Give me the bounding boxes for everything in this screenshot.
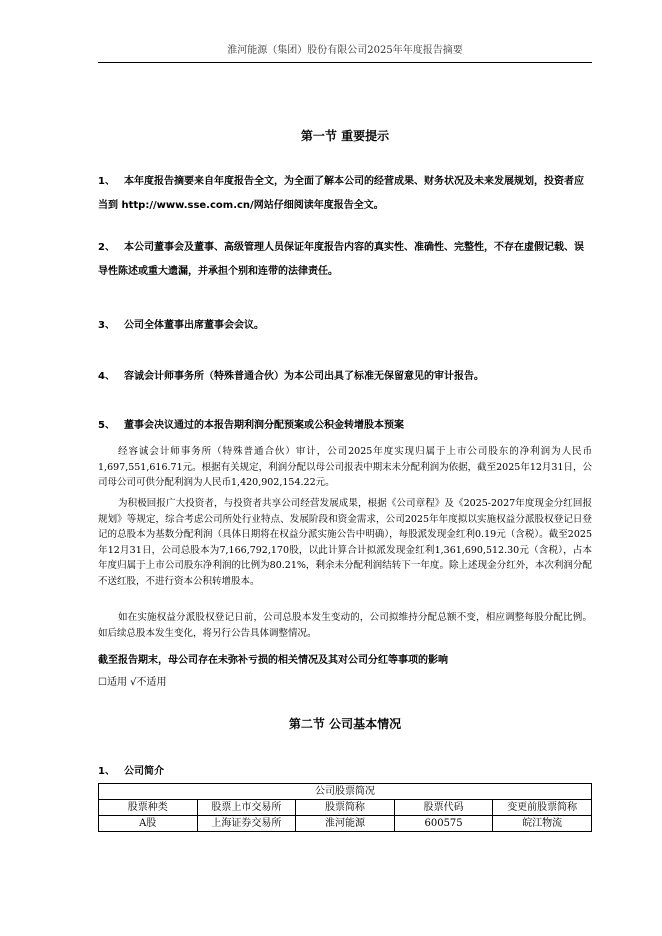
loss-applicable-check: ☐适用 √不适用 — [98, 677, 167, 688]
table-caption-row — [99, 784, 592, 800]
header-cell: 股票代码 — [394, 800, 493, 816]
item-5 — [98, 414, 592, 438]
item-text: 本年度报告摘要来自年度报告全文，为全面了解本公司的经营成果、财务状况及未来发展规划，投资者应当到 http://www.sse.com.cn/网站仔细阅读年度报告全文。 — [98, 176, 584, 211]
page-header: 淮河能源（集团）股份有限公司2025年年度报告摘要 — [227, 45, 463, 56]
item-number: 1、 — [98, 176, 115, 187]
item-3 — [98, 314, 592, 338]
item-number: 2、 — [98, 242, 115, 253]
header-cell: 变更前股票简称 — [493, 800, 592, 816]
table-header-row — [99, 800, 592, 816]
item-number: 5、 — [98, 420, 115, 431]
item-number: 1、 — [98, 766, 115, 777]
header-divider — [98, 62, 592, 63]
paragraph-adjustment: 如在实施权益分派股权登记日前，公司总股本发生变动的，公司拟维持分配总额不变，相应调整每股分配比例。如后续总股本发生变化，将另行公告具体调整情况。 — [98, 612, 592, 639]
item-2 — [98, 236, 592, 284]
item-text: 公司全体董事出席董事会会议。 — [124, 320, 264, 331]
table-cell: 600575 — [394, 816, 493, 832]
header-cell: 股票种类 — [99, 800, 198, 816]
loss-heading: 截至报告期末，母公司存在未弥补亏损的相关情况及其对公司分红等事项的影响 — [98, 655, 448, 666]
item-number: 4、 — [98, 371, 115, 382]
item-text: 董事会决议通过的本报告期利润分配预案或公积金转增股本预案 — [124, 420, 404, 431]
table-cell: 淮河能源 — [296, 816, 395, 832]
paragraph-dividend-plan: 为积极回报广大投资者，与投资者共享公司经营发展成果，根据《公司章程》及《2025-2027年度现金分红回报规划》等规定，综合考虑公司所处行业特点、发展阶段和资金需求，公司2025年年度拟以实施权益分派股权登记日登记的总股本为基数分配利润（具体日期将在权益分派实施公告中明确），每股派发现金红利0.19元（含税）。截至2025年12月31日，公司总股本为7,166,792,170股，以此计算合计拟派发现金红利1,361,690,512.30元（含税），占本年度归属于上市公司股东净利润的比例为80.21%，剩余未分配利润结转下一年度。除上述现金分红外，本次利润分配不送红股，不进行资本公积转增股本。 — [98, 498, 592, 587]
table-cell: A股 — [99, 816, 198, 832]
header-cell: 股票简称 — [296, 800, 395, 816]
section1-title: 第一节 重要提示 — [300, 129, 390, 143]
section2-title: 第二节 公司基本情况 — [288, 717, 402, 731]
item-1 — [98, 170, 592, 218]
table-cell: 皖江物流 — [493, 816, 592, 832]
item-4 — [98, 365, 592, 389]
item-text: 本公司董事会及董事、高级管理人员保证年度报告内容的真实性、准确性、完整性，不存在虚假记载、误导性陈述或重大遗漏，并承担个别和连带的法律责任。 — [98, 242, 584, 277]
section2-item-1 — [98, 760, 592, 784]
item-text: 容诚会计师事务所（特殊普通合伙）为本公司出具了标准无保留意见的审计报告。 — [124, 371, 484, 382]
stock-table — [98, 783, 592, 832]
table-caption: 公司股票简况 — [99, 784, 592, 800]
table-cell: 上海证券交易所 — [197, 816, 296, 832]
item-number: 3、 — [98, 320, 115, 331]
header-cell: 股票上市交易所 — [197, 800, 296, 816]
item-text: 公司简介 — [124, 766, 164, 777]
paragraph-audit: 经容诚会计师事务所（特殊普通合伙）审计，公司2025年度实现归属于上市公司股东的净利润为人民币1,697,551,616.71元。根据有关规定，利润分配以母公司报表中期末未分配利润为依据，截至2025年12月31日，公司母公司可供分配利润为人民币1,420,902,154.22元。 — [98, 446, 592, 488]
table-row — [99, 816, 592, 832]
